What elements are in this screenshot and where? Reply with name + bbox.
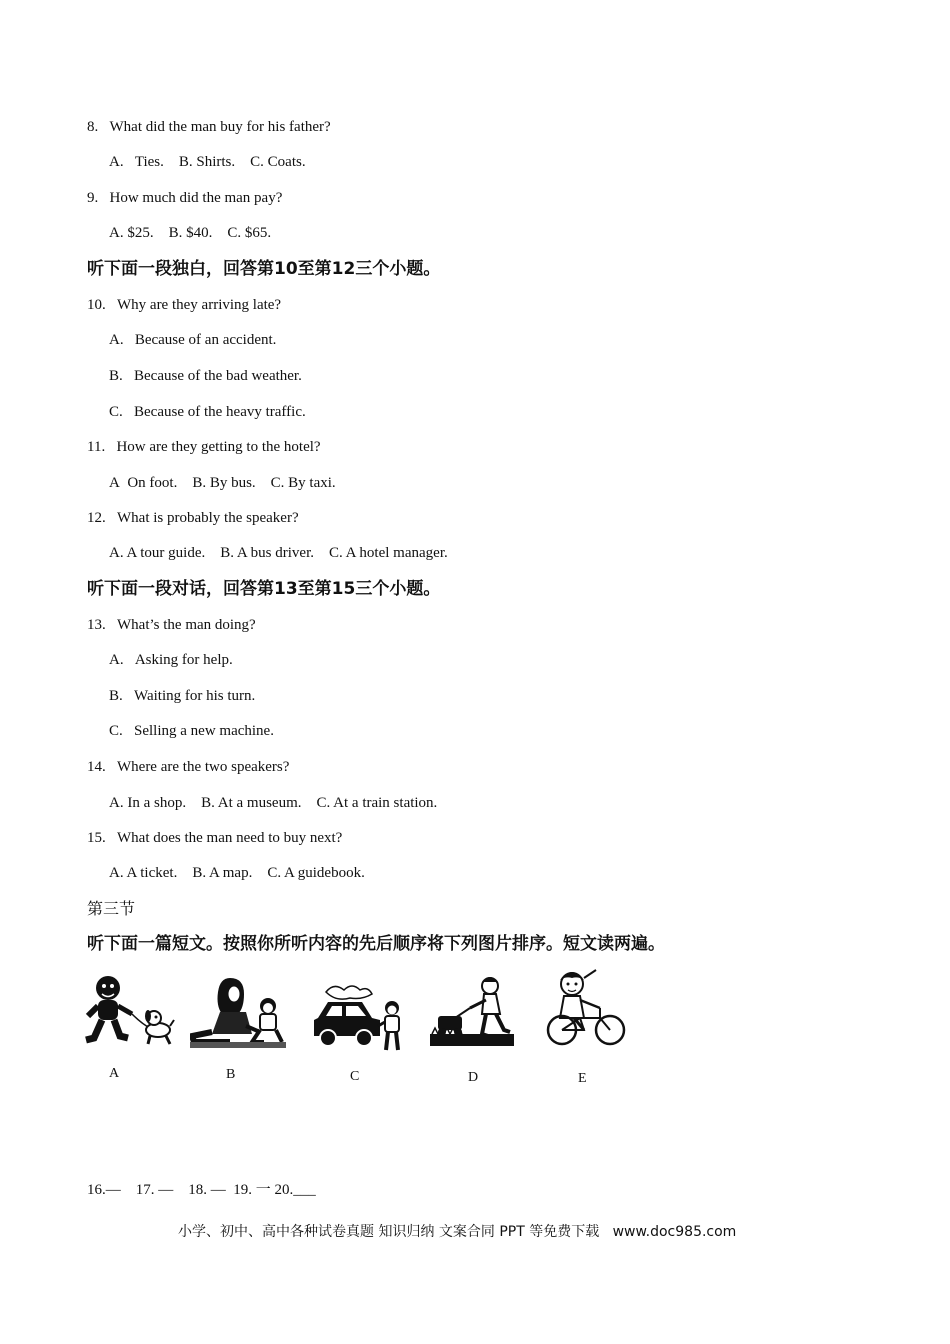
picture-d-label: D <box>468 1070 479 1085</box>
picture-e-girl-riding-bike <box>544 968 630 1050</box>
question-13: 13. What’s the man doing? <box>87 617 256 633</box>
picture-c-boy-washing-car <box>312 982 404 1054</box>
question-14-options: A. In a shop. B. At a museum. C. At a train station. <box>109 795 438 811</box>
question-15-options: A. A ticket. B. A map. C. A guidebook. <box>109 865 365 881</box>
picture-c-label: C <box>350 1069 360 1084</box>
question-11-options: A On foot. B. By bus. C. By taxi. <box>109 475 336 491</box>
heading-dialogue: 听下面一段对话，回答第13至第15三个小题。 <box>87 579 441 599</box>
question-13-option-b: B. Waiting for his turn. <box>109 688 256 704</box>
answer-blanks: 16.— 17. — 18. — 19. 一 20.___ <box>87 1182 316 1198</box>
footer-text: 小学、初中、高中各种试卷真题 知识归纳 文案合同 PPT 等免费下载 www.doc985.com <box>178 1224 737 1240</box>
question-14: 14. Where are the two speakers? <box>87 759 290 775</box>
question-12: 12. What is probably the speaker? <box>87 510 299 526</box>
question-9: 9. How much did the man pay? <box>87 190 283 206</box>
question-11: 11. How are they getting to the hotel? <box>87 439 321 455</box>
question-10: 10. Why are they arriving late? <box>87 297 282 313</box>
question-12-options: A. A tour guide. B. A bus driver. C. A hotel manager. <box>109 545 448 561</box>
question-13-option-c: C. Selling a new machine. <box>109 723 274 739</box>
question-10-option-c: C. Because of the heavy traffic. <box>109 404 306 420</box>
section-title: 第三节 <box>87 899 136 918</box>
question-10-option-b: B. Because of the bad weather. <box>109 368 302 384</box>
picture-b-woman-with-child <box>190 976 286 1050</box>
heading-monologue: 听下面一段独白，回答第10至第12三个小题。 <box>87 259 441 279</box>
question-10-option-a: A. Because of an accident. <box>109 332 277 348</box>
picture-a-label: A <box>109 1066 120 1081</box>
picture-a-boy-walking-dog <box>84 972 176 1050</box>
question-9-options: A. $25. B. $40. C. $65. <box>109 225 272 241</box>
picture-b-label: B <box>226 1067 236 1082</box>
question-15: 15. What does the man need to buy next? <box>87 830 343 846</box>
question-8: 8. What did the man buy for his father? <box>87 119 331 135</box>
picture-d-man-mowing-lawn <box>430 974 514 1048</box>
picture-e-label: E <box>578 1071 587 1086</box>
question-8-options: A. Ties. B. Shirts. C. Coats. <box>109 154 306 170</box>
heading-passage: 听下面一篇短文。按照你所听内容的先后顺序将下列图片排序。短文读两遍。 <box>87 934 665 954</box>
question-13-option-a: A. Asking for help. <box>109 652 233 668</box>
